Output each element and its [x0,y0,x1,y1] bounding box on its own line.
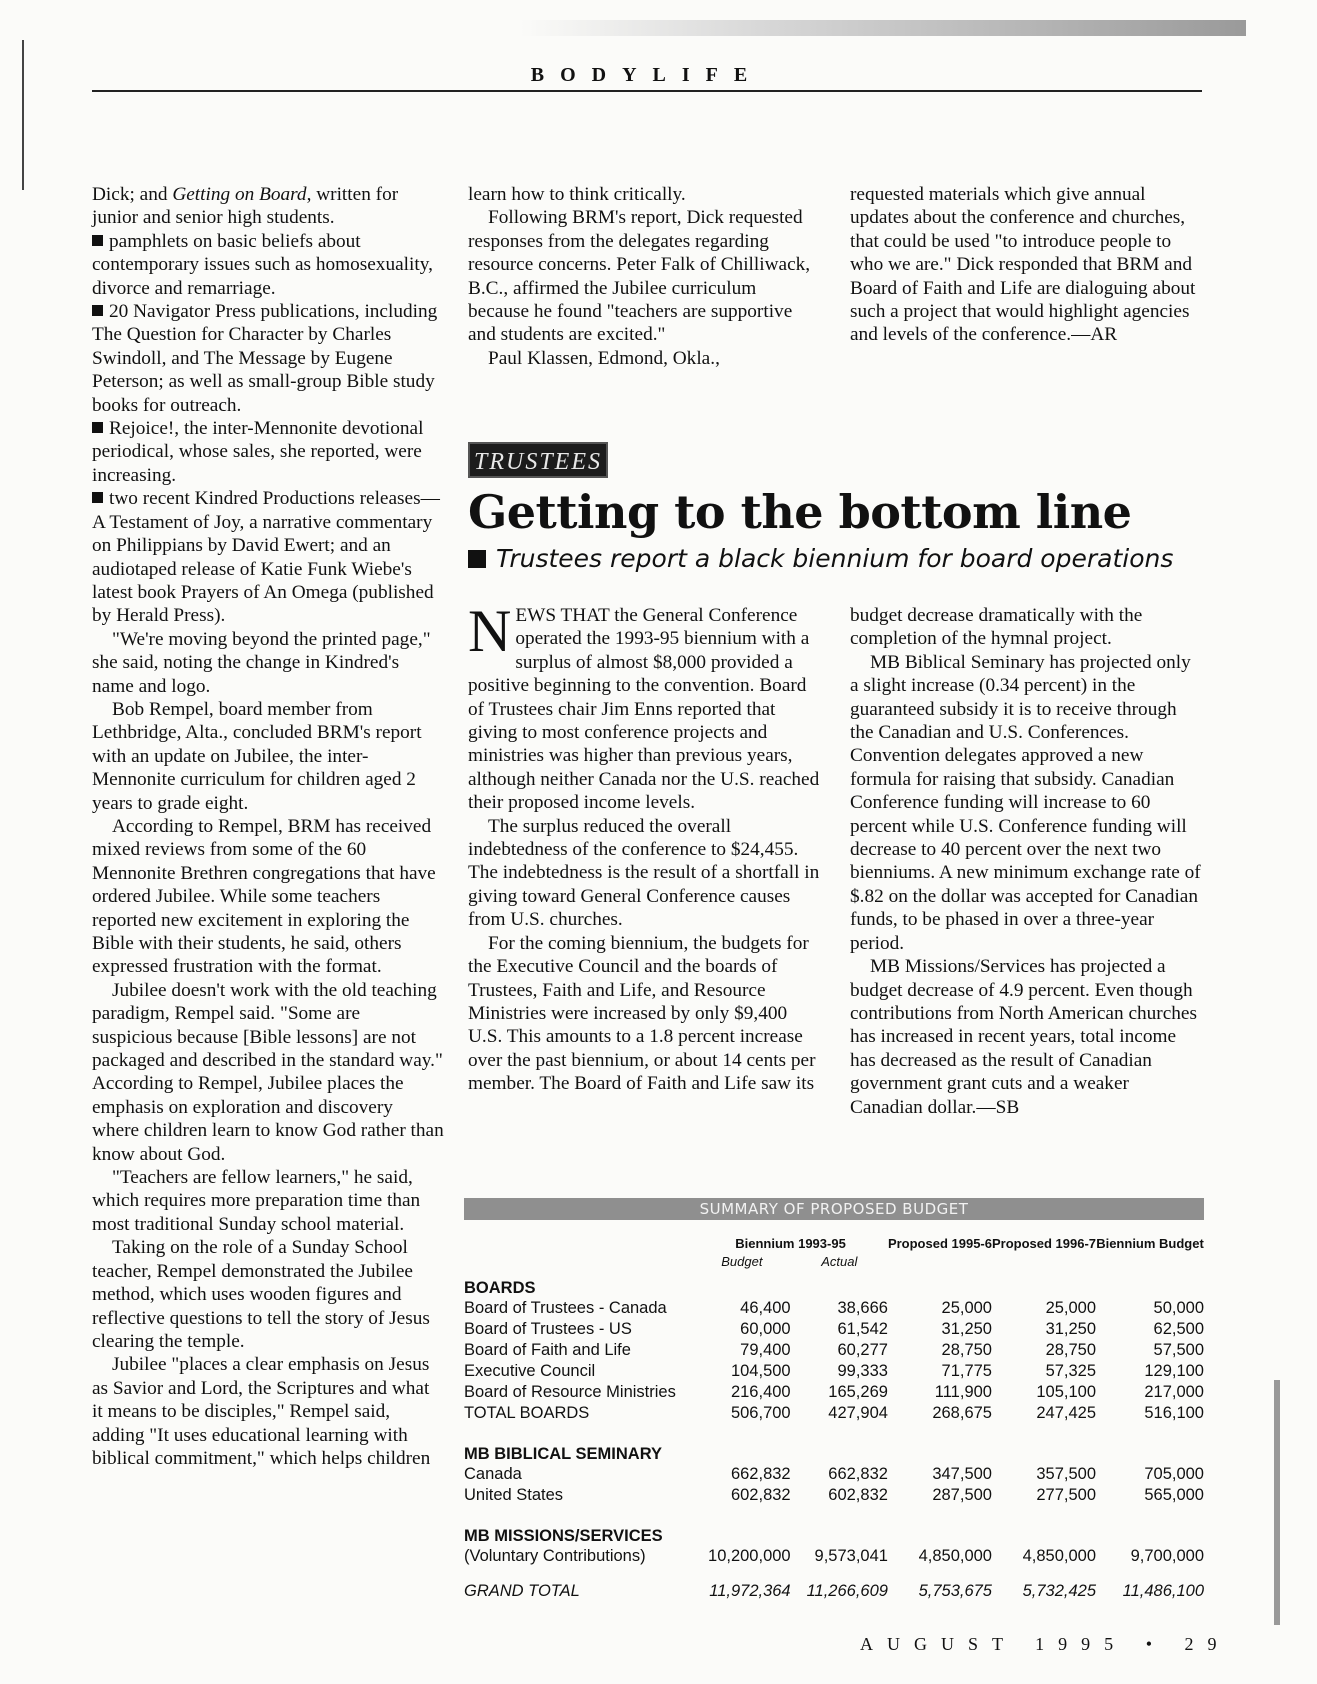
cell-value: 129,100 [1144,1362,1204,1380]
cell-value: 217,000 [1144,1383,1204,1401]
grand-total-row [464,1581,1204,1602]
cell-value: 565,000 [1144,1486,1204,1504]
article-column-b [850,604,1202,1119]
paragraph: pamphlets on basic beliefs about contemporary issues such as homosexuality, divorce and remarriage. [92,230,433,299]
col-header: Proposed 1996-7 [991,1236,1097,1251]
cell-value: 105,100 [1036,1383,1097,1401]
cell-value: 11,486,100 [1122,1582,1204,1600]
cell-value: 277,500 [1036,1486,1097,1504]
row-label: GRAND TOTAL [464,1582,580,1600]
article-headline: Getting to the bottom line [468,485,1132,539]
sub-header: Budget [721,1254,763,1269]
cell-value: 287,500 [932,1486,992,1504]
header-rule [92,90,1202,92]
cell-value: 4,850,000 [1022,1547,1097,1565]
cell-value: 705,000 [1144,1465,1204,1483]
row-label: Board of Trustees - Canada [464,1299,667,1317]
paragraph: Dick; and Getting on Board, written for junior and senior high students. [92,184,399,229]
page-number: 29 [1184,1634,1231,1654]
section-title: MB MISSIONS/SERVICES [464,1527,663,1545]
cell-value: 506,700 [730,1404,791,1422]
section-header: BODYLIFE [530,64,764,86]
cell-value: 10,200,000 [708,1547,791,1565]
row-label: Board of Trustees - US [464,1320,632,1338]
section-title: MB BIBLICAL SEMINARY [464,1445,662,1463]
paragraph: Rejoice!, the inter-Mennonite devotional periodical, whose sales, she reported, were increasing. [92,418,424,486]
paragraph: MB Missions/Services has projected a budget decrease of 4.9 percent. Even though contributions from North American churches has increased in recent years, total income has decreased as the result of Canadian government grant cuts and a weaker Canadian dollar.—SB [850,956,1197,1118]
cell-value: 60,000 [740,1320,791,1338]
col-header: Proposed 1995-6 [887,1236,992,1251]
paragraph: Jubilee "places a clear emphasis on Jesus as Savior and Lord, the Scriptures and what it means to be disciples," Rempel said, adding "It uses educational learning with biblical commitment," which helps children [92,1354,431,1469]
cell-value: 31,250 [941,1320,992,1338]
budget-table [464,1236,1204,1602]
bullet-icon [92,422,103,433]
bullet-icon [92,305,103,316]
cell-value: 357,500 [1036,1465,1097,1483]
cell-value: 57,500 [1153,1341,1204,1359]
cell-value: 11,972,364 [709,1582,791,1600]
bullet-icon [92,235,103,246]
cell-value: 4,850,000 [918,1547,992,1565]
table-row [464,1340,1204,1361]
table-row [464,1382,1204,1403]
cell-value: 11,266,609 [806,1582,888,1600]
paragraph: requested materials which give annual updates about the conference and churches, that could be used "to introduce people to who we are." Dick responded that BRM and Board of Faith and Life are dialoguing about such a project that would highlight agencies and levels of the conference.—AR [850,184,1196,346]
cell-value: 28,750 [941,1341,992,1359]
cell-value: 50,000 [1153,1299,1204,1317]
cell-value: 516,100 [1144,1404,1204,1422]
table-row [464,1319,1204,1340]
footer-sep: • [1145,1634,1166,1654]
spacer [464,1567,1204,1581]
paragraph: "We're moving beyond the printed page," she said, noting the change in Kindred's name and logo. [92,628,431,697]
table-row [464,1298,1204,1319]
cell-value: 347,500 [932,1465,992,1483]
top-gray-bar [520,20,1246,36]
cell-value: 602,832 [828,1486,888,1504]
budget-table-title: SUMMARY OF PROPOSED BUDGET [464,1198,1204,1220]
column-1 [92,183,444,1470]
cell-value: 9,700,000 [1130,1547,1204,1565]
cell-value: 62,500 [1153,1320,1204,1338]
cell-value: 61,542 [837,1320,888,1338]
header-blank [464,1236,693,1251]
row-label: Board of Faith and Life [464,1341,631,1359]
row-label: Canada [464,1465,522,1483]
cell-value: 5,732,425 [1022,1582,1097,1600]
cell-value: 662,832 [730,1465,791,1483]
header-blank [1096,1251,1204,1272]
sub-header: Actual [821,1254,858,1269]
paragraph: MB Biblical Seminary has projected only a slight increase (0.34 percent) in the guaranteed subsidy it is to receive through the Canadian and U.S. Conferences. Convention delegates approved a new formula for raising that subsidy. Canadian Conference funding will increase to 60 percent while U.S. Conference funding will decrease to 40 percent over the next two bienniums. A new minimum exchange rate of $.82 on the dollar was accepted for Canadian funds, to be phased in over a three-year period. [850,651,1201,954]
paragraph: Paul Klassen, Edmond, Okla., [488,347,720,369]
spacer [464,1424,1204,1438]
table-row [464,1464,1204,1485]
col-header: Biennium 1993-95 [735,1236,846,1251]
cell-value: 602,832 [730,1486,791,1504]
cell-value: 111,900 [934,1383,992,1401]
drop-cap: N [468,598,512,664]
bullet-icon [92,492,103,503]
page-footer [860,1634,1231,1655]
cell-value: 662,832 [828,1465,888,1483]
cell-value: 427,904 [828,1404,888,1422]
table-row [464,1485,1204,1506]
section-title: BOARDS [464,1279,536,1297]
cell-value: 57,325 [1045,1362,1097,1380]
table-row [464,1546,1204,1567]
deck-bullet-icon [468,550,486,568]
paragraph: Taking on the role of a Sunday School teacher, Rempel demonstrated the Jubilee method, which uses wooden figures and reflective questions to tell the story of Jesus clearing the temple. [92,1237,430,1352]
paragraph: Bob Rempel, board member from Lethbridge, Alta., concluded BRM's report with an update on Jubilee, the inter-Mennonite curriculum for children aged 2 years to grade eight. [92,698,422,814]
paragraph: For the coming biennium, the budgets for the Executive Council and the boards of Trustees, Faith and Life, and Resource Ministries were increased by only $9,400 U.S. This amounts to a 1.8 percent increase over the past biennium, or about 14 cents per member. The Board of Faith and Life saw its [468,932,816,1095]
table-row [464,1361,1204,1382]
paragraph: Following BRM's report, Dick requested responses from the delegates regarding resource concerns. Peter Falk of Chilliwack, B.C., affirmed the Jubilee curriculum because he found "teachers are supportive and students are excited." [468,207,811,346]
cell-value: 46,400 [740,1299,791,1317]
spacer [464,1506,1204,1520]
header-blank [992,1251,1096,1272]
header-blank [464,1251,693,1272]
cell-value: 71,775 [941,1362,992,1380]
cell-value: 216,400 [730,1383,791,1401]
article-kicker: TRUSTEES [468,442,608,478]
cell-value: 25,000 [1045,1299,1097,1317]
table-row [464,1403,1204,1424]
paragraph: learn how to think critically. [468,184,686,205]
paragraph: NEWS THAT the General Conference operated the 1993-95 biennium with a surplus of almost $8,000 provided a positive beginning to the convention. Board of Trustees chair Jim Enns reported that giving to most conference projects and ministries was higher than previous years, although neither Canada nor the U.S. reached their proposed income levels. [468,598,820,814]
col-header: Biennium Budget [1096,1236,1204,1251]
cell-value: 247,425 [1036,1404,1097,1422]
row-label: United States [464,1486,564,1504]
cell-value: 268,675 [932,1404,992,1422]
cell-value: 9,573,041 [814,1547,888,1565]
cell-value: 104,500 [730,1362,791,1380]
row-label: Board of Resource Ministries [464,1383,676,1401]
row-label: (Voluntary Contributions) [464,1547,646,1565]
cell-value: 99,333 [837,1362,888,1380]
cell-value: 165,269 [828,1383,888,1401]
right-edge-bar [1274,1380,1280,1625]
cell-value: 79,400 [740,1341,791,1359]
header-blank [888,1251,992,1272]
paragraph: According to Rempel, BRM has received mixed reviews from some of the 60 Mennonite Brethren congregations that have ordered Jubilee. While some teachers reported new excitement in exploring the Bible with their students, he said, others expressed frustration with the format. [92,815,436,978]
column-2 [468,183,820,370]
paragraph: budget decrease dramatically with the completion of the hymnal project. [850,605,1143,650]
paragraph: "Teachers are fellow learners," he said, which requires more preparation time than most traditional Sunday school material. [92,1167,421,1235]
cell-value: 60,277 [837,1341,888,1359]
article-deck-text: Trustees report a black biennium for board operations [496,544,1174,573]
left-margin-rule [22,40,24,190]
article-column-a [468,598,820,1096]
cell-value: 5,753,675 [918,1582,992,1600]
row-label: Executive Council [464,1362,596,1380]
paragraph: Jubilee doesn't work with the old teaching paradigm, Rempel said. "Some are suspicious because [Bible lessons] are not packaged and described in the standard way." According to Rempel, Jubilee places the emphasis on exploration and discovery where children learn to know God rather than know about God. [92,979,444,1165]
paragraph: 20 Navigator Press publications, including The Question for Character by Charles Swindoll, and The Message by Eugene Peterson; as well as small-group Bible study books for outreach. [92,301,438,416]
article-deck [468,544,1173,573]
paragraph: two recent Kindred Productions releases—A Testament of Joy, a narrative commentary on Philippians by David Ewert; and an audiotaped release of Katie Funk Wiebe's latest book Prayers of An Omega (published by Herald Press). [92,488,440,627]
column-3 [850,183,1202,347]
paragraph: The surplus reduced the overall indebtedness of the conference to $24,455. The indebtedness is the result of a shortfall in giving toward General Conference causes from U.S. churches. [468,815,820,931]
cell-value: 25,000 [941,1299,992,1317]
row-label: TOTAL BOARDS [464,1404,590,1422]
cell-value: 31,250 [1045,1320,1097,1338]
footer-month: AUGUST 1995 [860,1634,1128,1654]
cell-value: 38,666 [837,1299,888,1317]
cell-value: 28,750 [1045,1341,1097,1359]
